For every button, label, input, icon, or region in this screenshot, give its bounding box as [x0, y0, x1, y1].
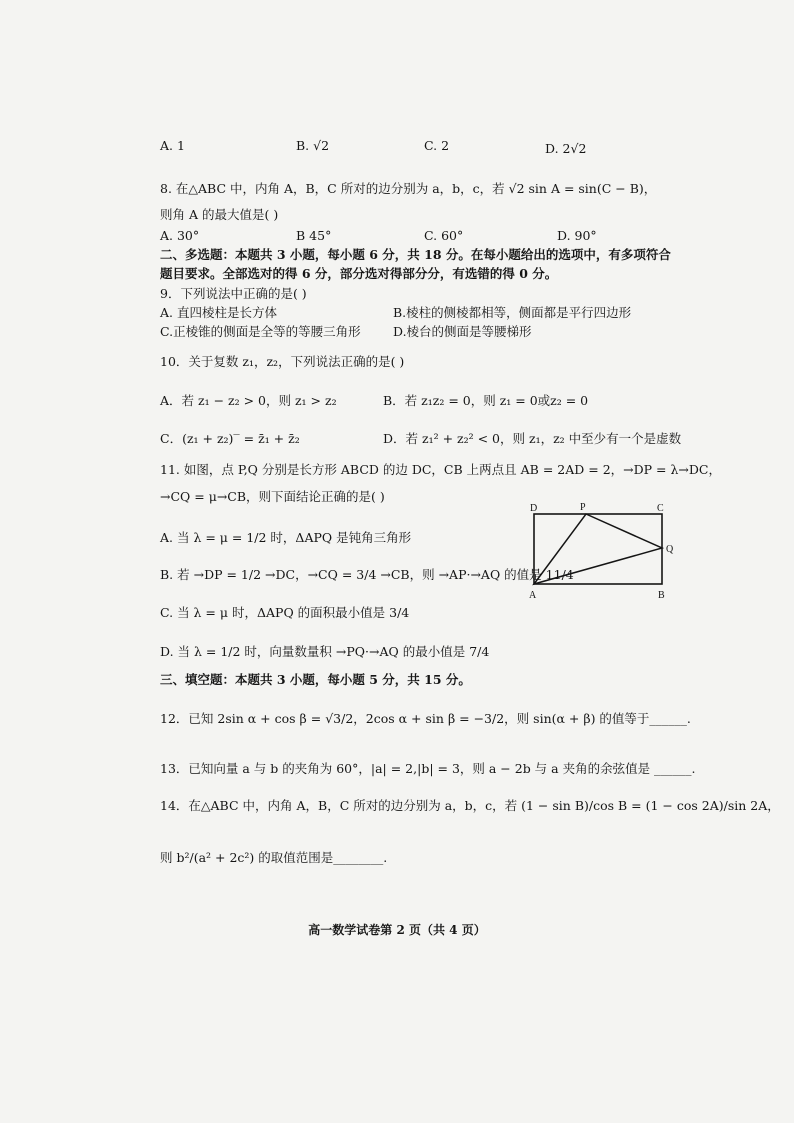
q8-option-c: C. 60°	[424, 228, 464, 243]
q12-text: 12．已知 2sin α + cos β = √3/2，2cos α + sin β = −3/2，则 sin(α + β) 的值等于______.	[160, 711, 691, 726]
q9-option-d: D.棱台的侧面是等腰梯形	[393, 324, 532, 339]
q11-option-c: C. 当 λ = μ 时，ΔAPQ 的面积最小值是 3/4	[160, 605, 410, 620]
q10-option-c: C．(z₁ + z₂)‾ = z̄₁ + z̄₂	[160, 431, 300, 446]
q8-stem: 8. 在△ABC 中，内角 A，B，C 所对的边分别为 a，b，c，若 √2 sin A = sin(C − B)，	[160, 181, 657, 196]
section3-heading: 三、填空题：本题共 3 小题，每小题 5 分，共 15 分。	[160, 672, 471, 687]
q8-option-b: B 45°	[296, 228, 332, 243]
rectangle-figure	[524, 498, 684, 608]
label-p: P	[580, 502, 586, 513]
q10-option-b: B．若 z₁z₂ = 0，则 z₁ = 0或z₂ = 0	[383, 393, 589, 408]
q14-text: 14．在△ABC 中，内角 A，B，C 所对的边分别为 a，b，c，若 (1 − sin B)/cos B = (1 − cos 2A)/sin 2A，	[160, 798, 780, 813]
q10-option-d: D．若 z₁² + z₂² < 0，则 z₁，z₂ 中至少有一个是虚数	[383, 431, 682, 446]
q7-option-d: D. 2√2	[545, 141, 587, 156]
triangle-apq	[534, 514, 662, 584]
section2-heading-2: 题目要求。全部选对的得 6 分，部分选对得部分分，有选错的得 0 分。	[160, 266, 558, 281]
q9-stem: 9．下列说法中正确的是( )	[160, 286, 307, 301]
q10-option-a: A．若 z₁ − z₂ > 0，则 z₁ > z₂	[160, 393, 337, 408]
label-c: C	[657, 503, 664, 514]
label-q: Q	[666, 544, 674, 555]
label-d: D	[530, 503, 538, 514]
q13-text: 13．已知向量 a 与 b 的夹角为 60°，|a| = 2,|b| = 3，则 a − 2b 与 a 夹角的余弦值是 ______.	[160, 761, 696, 776]
q7-option-c: C. 2	[424, 138, 450, 153]
label-b: B	[658, 590, 665, 601]
q11-option-b: B. 若 →DP = 1/2 →DC，→CQ = 3/4 →CB，则 →AP·→AQ 的值是 11/4	[160, 567, 574, 582]
q10-stem: 10．关于复数 z₁，z₂，下列说法正确的是( )	[160, 354, 405, 369]
page-footer: 高一数学试卷第 2 页（共 4 页）	[308, 923, 486, 937]
q11-option-d: D. 当 λ = 1/2 时，向量数量积 →PQ·→AQ 的最小值是 7/4	[160, 644, 490, 659]
q11-stem-2: →CQ = μ→CB，则下面结论正确的是( )	[160, 489, 385, 504]
rectangle-abcd	[534, 514, 662, 584]
q7-option-a: A. 1	[160, 138, 185, 153]
q7-option-b: B. √2	[296, 138, 330, 153]
q9-option-c: C.正棱锥的侧面是全等的等腰三角形	[160, 324, 361, 339]
q11-option-a: A. 当 λ = μ = 1/2 时，ΔAPQ 是钝角三角形	[160, 530, 412, 545]
q8-option-a: A. 30°	[160, 228, 200, 243]
q14-text-2: 则 b²/(a² + 2c²) 的取值范围是________.	[160, 850, 388, 865]
label-a: A	[529, 590, 537, 601]
q11-stem: 11. 如图，点 P,Q 分别是长方形 ABCD 的边 DC，CB 上两点且 AB = 2AD = 2，→DP = λ→DC，	[160, 462, 721, 477]
q9-option-b: B.棱柱的侧棱都相等，侧面都是平行四边形	[393, 305, 632, 320]
q8-stem-2: 则角 A 的最大值是( )	[160, 207, 279, 222]
section2-heading: 二、多选题：本题共 3 小题，每小题 6 分，共 18 分。在每小题给出的选项中，有多项符合	[160, 247, 671, 262]
q8-option-d: D. 90°	[557, 228, 597, 243]
q9-option-a: A. 直四棱柱是长方体	[160, 305, 277, 320]
